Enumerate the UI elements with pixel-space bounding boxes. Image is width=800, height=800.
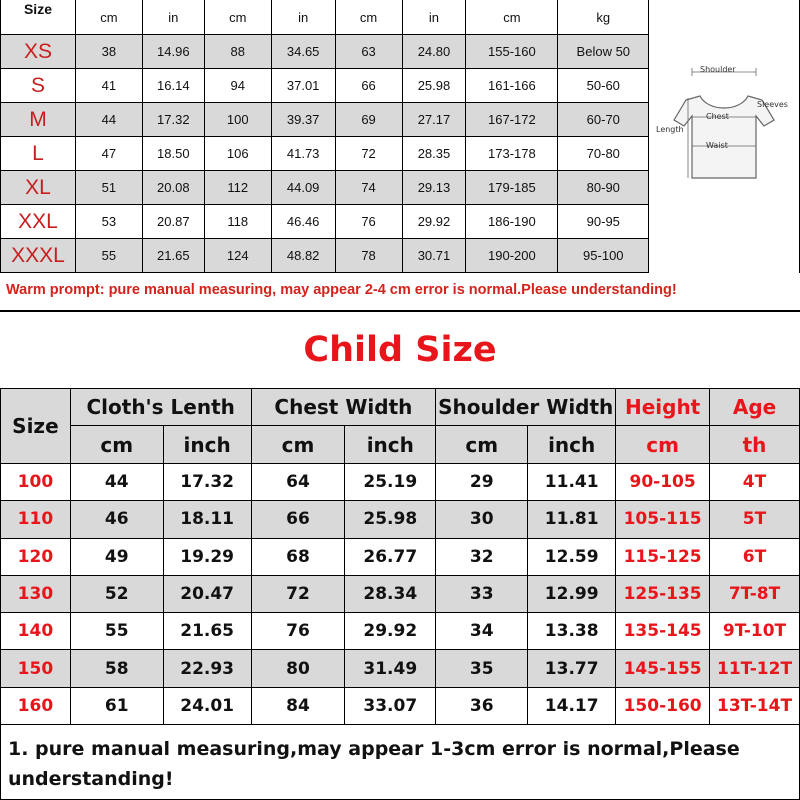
table-cell: 100 <box>204 103 271 137</box>
size-label: 130 <box>1 575 71 612</box>
table-cell: 37.01 <box>271 69 335 103</box>
table-cell: 31.49 <box>345 650 436 687</box>
table-row <box>1 538 800 575</box>
table-cell: 16.14 <box>142 69 204 103</box>
table-cell: Below 50 <box>558 35 649 69</box>
table-cell: 27.17 <box>402 103 466 137</box>
table-cell: 84 <box>251 687 345 724</box>
table-cell: 52 <box>70 575 163 612</box>
unit-header: cm <box>466 0 558 35</box>
table-cell: 22.93 <box>163 650 251 687</box>
table-cell: 29 <box>436 464 528 501</box>
table-cell: 95-100 <box>558 239 649 273</box>
table-cell: 145-155 <box>616 650 710 687</box>
chest-label: Chest <box>706 112 729 121</box>
table-cell: 46.46 <box>271 205 335 239</box>
table-cell: 186-190 <box>466 205 558 239</box>
table-cell: 106 <box>204 137 271 171</box>
unit-header: cm <box>75 0 142 35</box>
group-header: Height <box>616 389 710 426</box>
table-cell: 11.41 <box>528 464 616 501</box>
table-cell: 53 <box>75 205 142 239</box>
table-cell: 68 <box>251 538 345 575</box>
table-cell: 64 <box>251 464 345 501</box>
table-cell: 90-105 <box>616 464 710 501</box>
unit-header: cm <box>70 426 163 464</box>
table-cell: 44.09 <box>271 171 335 205</box>
table-cell: 12.59 <box>528 538 616 575</box>
table-cell: 74 <box>335 171 402 205</box>
size-label: S <box>1 69 76 103</box>
table-cell: 112 <box>204 171 271 205</box>
child-size-section <box>0 314 800 800</box>
table-cell: 70-80 <box>558 137 649 171</box>
table-cell: 72 <box>335 137 402 171</box>
table-cell: 88 <box>204 35 271 69</box>
unit-header: inch <box>528 426 616 464</box>
table-cell: 58 <box>70 650 163 687</box>
table-cell: 46 <box>70 501 163 538</box>
size-label: 140 <box>1 613 71 650</box>
table-cell: 20.08 <box>142 171 204 205</box>
table-cell: 55 <box>75 239 142 273</box>
table-cell: 29.92 <box>345 613 436 650</box>
table-cell: 125-135 <box>616 575 710 612</box>
table-cell: 115-125 <box>616 538 710 575</box>
size-label: XL <box>1 171 76 205</box>
table-cell: 17.32 <box>163 464 251 501</box>
table-cell: 78 <box>335 239 402 273</box>
table-cell: 30 <box>436 501 528 538</box>
table-cell: 63 <box>335 35 402 69</box>
table-cell: 72 <box>251 575 345 612</box>
table-cell: 18.11 <box>163 501 251 538</box>
table-cell: 26.77 <box>345 538 436 575</box>
size-label: XS <box>1 35 76 69</box>
table-cell: 21.65 <box>142 239 204 273</box>
group-header: Age <box>710 389 800 426</box>
shoulder-label: Shoulder <box>700 65 736 74</box>
group-header: Shoulder Width <box>436 389 616 426</box>
child-size-table <box>0 388 800 725</box>
group-header: Chest Width <box>251 389 436 426</box>
table-cell: 173-178 <box>466 137 558 171</box>
table-cell: 28.35 <box>402 137 466 171</box>
table-row <box>1 464 800 501</box>
size-label: XXL <box>1 205 76 239</box>
table-cell: 7T-8T <box>710 575 800 612</box>
size-header: Size <box>1 389 71 464</box>
table-cell: 44 <box>70 464 163 501</box>
table-cell: 29.92 <box>402 205 466 239</box>
child-header-row <box>1 389 800 426</box>
group-header: Cloth's Lenth <box>70 389 251 426</box>
table-cell: 13T-14T <box>710 687 800 724</box>
table-cell: 44 <box>75 103 142 137</box>
table-cell: 66 <box>251 501 345 538</box>
table-cell: 66 <box>335 69 402 103</box>
table-cell: 24.80 <box>402 35 466 69</box>
table-row <box>1 575 800 612</box>
table-cell: 39.37 <box>271 103 335 137</box>
table-cell: 21.65 <box>163 613 251 650</box>
table-cell: 76 <box>251 613 345 650</box>
table-cell: 60-70 <box>558 103 649 137</box>
adult-header-row <box>1 0 800 35</box>
table-cell: 25.98 <box>345 501 436 538</box>
sleeves-label: Sleeves <box>757 100 788 109</box>
table-cell: 124 <box>204 239 271 273</box>
table-cell: 24.01 <box>163 687 251 724</box>
table-cell: 14.17 <box>528 687 616 724</box>
child-size-title: Child Size <box>303 330 497 370</box>
unit-header: th <box>710 426 800 464</box>
length-label: Length <box>656 125 684 134</box>
table-cell: 161-166 <box>466 69 558 103</box>
table-cell: 41 <box>75 69 142 103</box>
table-cell: 29.13 <box>402 171 466 205</box>
table-cell: 41.73 <box>271 137 335 171</box>
size-label: XXXL <box>1 239 76 273</box>
table-row <box>1 613 800 650</box>
table-cell: 167-172 <box>466 103 558 137</box>
table-cell: 76 <box>335 205 402 239</box>
table-cell: 30.71 <box>402 239 466 273</box>
size-header: Size <box>1 0 76 35</box>
table-cell: 118 <box>204 205 271 239</box>
tshirt-measure-icon <box>652 58 800 203</box>
table-cell: 32 <box>436 538 528 575</box>
size-label: 100 <box>1 464 71 501</box>
table-cell: 34 <box>436 613 528 650</box>
table-cell: 105-115 <box>616 501 710 538</box>
table-cell: 80-90 <box>558 171 649 205</box>
table-row <box>1 501 800 538</box>
table-cell: 11.81 <box>528 501 616 538</box>
unit-header: inch <box>163 426 251 464</box>
table-cell: 5T <box>710 501 800 538</box>
adult-size-section <box>0 0 800 312</box>
size-label: 160 <box>1 687 71 724</box>
size-label: M <box>1 103 76 137</box>
table-cell: 14.96 <box>142 35 204 69</box>
table-cell: 150-160 <box>616 687 710 724</box>
child-units-row <box>1 426 800 464</box>
table-cell: 135-145 <box>616 613 710 650</box>
table-cell: 4T <box>710 464 800 501</box>
size-label: 120 <box>1 538 71 575</box>
table-cell: 47 <box>75 137 142 171</box>
table-cell: 17.32 <box>142 103 204 137</box>
waist-label: Waist <box>706 141 728 150</box>
table-cell: 33 <box>436 575 528 612</box>
table-cell: 38 <box>75 35 142 69</box>
measuring-note: 1. pure manual measuring,may appear 1-3cm error is normal,Please understanding! <box>8 738 740 790</box>
table-cell: 155-160 <box>466 35 558 69</box>
warm-prompt: Warm prompt: pure manual measuring, may appear 2-4 cm error is normal.Please understanding! <box>6 282 677 298</box>
table-row <box>1 687 800 724</box>
unit-header: cm <box>335 0 402 35</box>
unit-header: cm <box>204 0 271 35</box>
unit-header: in <box>142 0 204 35</box>
table-row <box>1 650 800 687</box>
unit-header: in <box>271 0 335 35</box>
table-cell: 48.82 <box>271 239 335 273</box>
table-cell: 9T-10T <box>710 613 800 650</box>
table-cell: 20.87 <box>142 205 204 239</box>
table-cell: 61 <box>70 687 163 724</box>
table-cell: 55 <box>70 613 163 650</box>
table-cell: 11T-12T <box>710 650 800 687</box>
table-cell: 19.29 <box>163 538 251 575</box>
table-cell: 25.19 <box>345 464 436 501</box>
table-cell: 51 <box>75 171 142 205</box>
size-label: L <box>1 137 76 171</box>
table-cell: 28.34 <box>345 575 436 612</box>
table-cell: 179-185 <box>466 171 558 205</box>
table-cell: 36 <box>436 687 528 724</box>
table-cell: 12.99 <box>528 575 616 612</box>
unit-header: cm <box>251 426 345 464</box>
unit-header: in <box>402 0 466 35</box>
table-cell: 49 <box>70 538 163 575</box>
size-label: 150 <box>1 650 71 687</box>
table-cell: 13.77 <box>528 650 616 687</box>
size-label: 110 <box>1 501 71 538</box>
unit-header: cm <box>436 426 528 464</box>
table-cell: 80 <box>251 650 345 687</box>
table-cell: 18.50 <box>142 137 204 171</box>
unit-header: cm <box>616 426 710 464</box>
table-cell: 94 <box>204 69 271 103</box>
table-cell: 34.65 <box>271 35 335 69</box>
table-cell: 13.38 <box>528 613 616 650</box>
table-cell: 25.98 <box>402 69 466 103</box>
table-cell: 69 <box>335 103 402 137</box>
table-cell: 190-200 <box>466 239 558 273</box>
table-cell: 33.07 <box>345 687 436 724</box>
table-cell: 90-95 <box>558 205 649 239</box>
table-cell: 20.47 <box>163 575 251 612</box>
table-cell: 6T <box>710 538 800 575</box>
table-cell: 50-60 <box>558 69 649 103</box>
unit-header: kg <box>558 0 649 35</box>
table-cell: 35 <box>436 650 528 687</box>
unit-header: inch <box>345 426 436 464</box>
